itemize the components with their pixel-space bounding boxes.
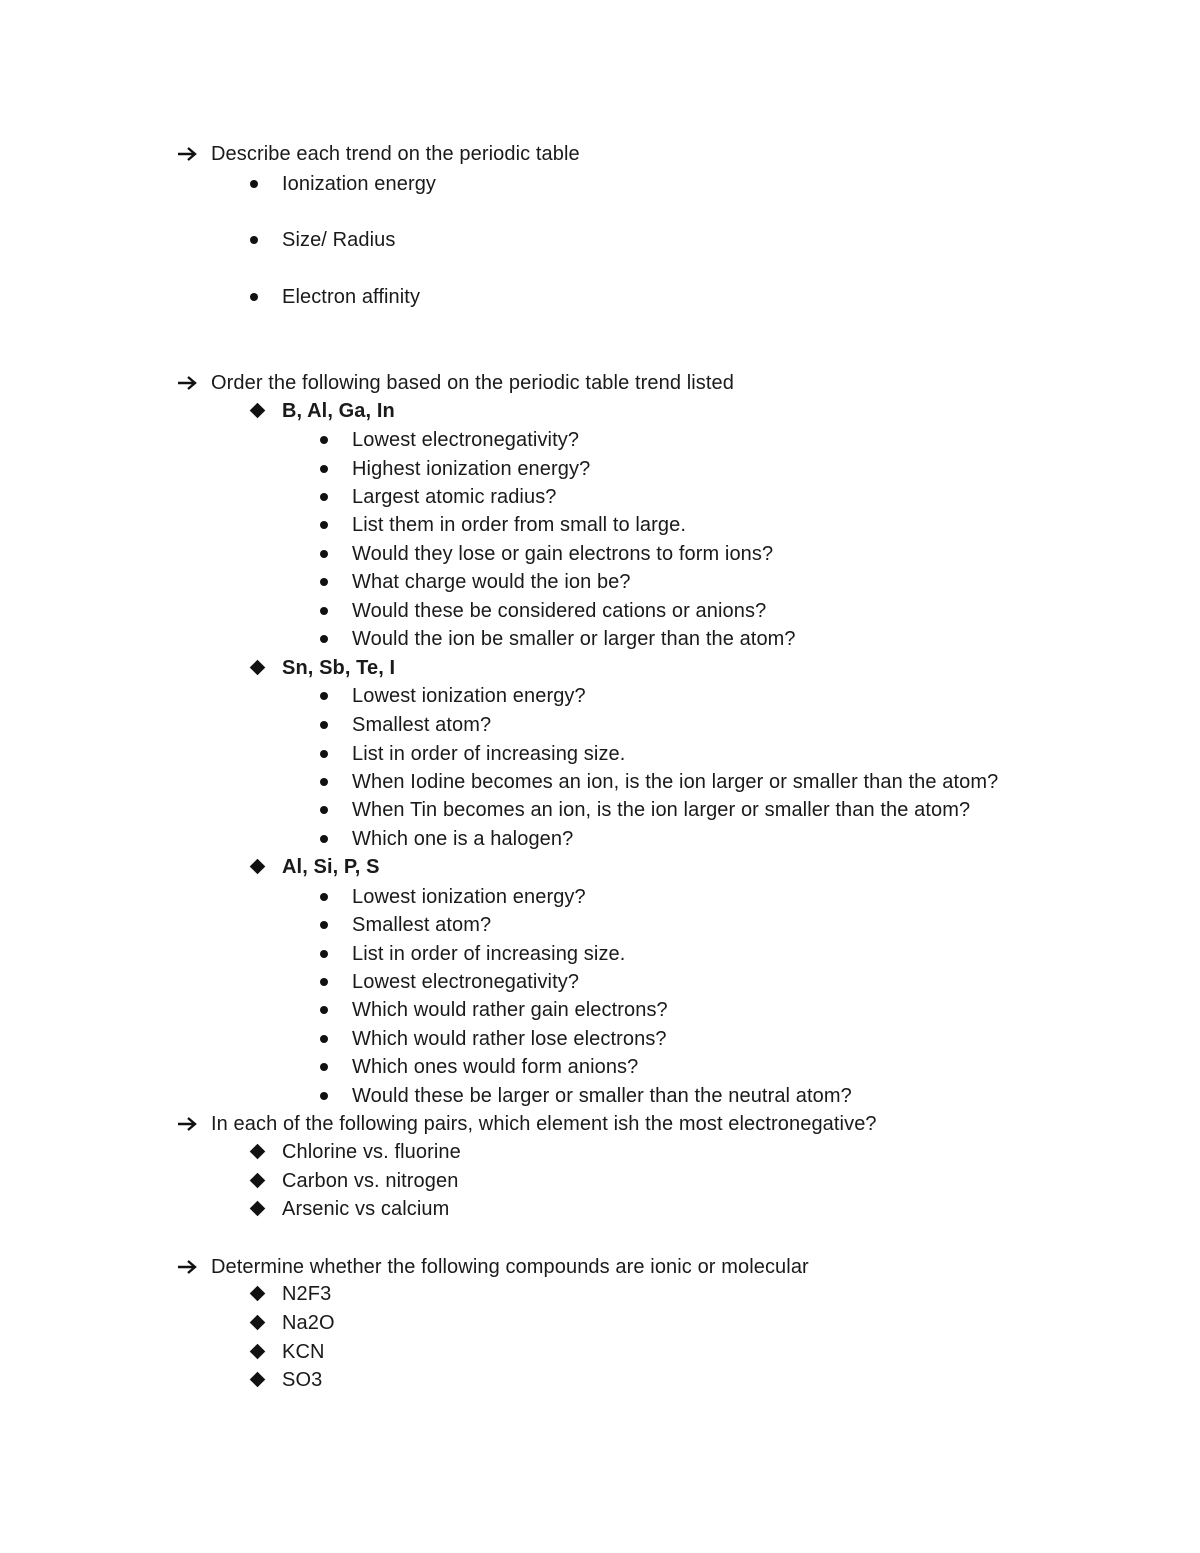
list-item: Carbon vs. nitrogen	[282, 1170, 459, 1192]
bullet-dot-icon	[320, 921, 328, 929]
arrow-bullet-icon	[177, 1117, 199, 1131]
question-item: Lowest ionization energy?	[352, 685, 586, 707]
list-item: Ionization energy	[282, 173, 437, 195]
question-item: Would the ion be smaller or larger than the atom?	[352, 628, 796, 650]
diamond-bullet-icon	[250, 660, 266, 676]
bullet-dot-icon	[320, 1063, 328, 1071]
bullet-dot-icon	[320, 778, 328, 786]
arrow-bullet-icon	[177, 147, 199, 161]
section-heading-electronegative: In each of the following pairs, which element ish the most electronegative?	[211, 1113, 877, 1135]
bullet-dot-icon	[320, 521, 328, 529]
bullet-dot-icon	[320, 550, 328, 558]
bullet-dot-icon	[320, 1092, 328, 1100]
question-item: Smallest atom?	[352, 714, 492, 736]
question-item: Smallest atom?	[352, 914, 492, 936]
section-heading-trends: Describe each trend on the periodic table	[211, 143, 580, 165]
bullet-dot-icon	[320, 978, 328, 986]
question-item: List in order of increasing size.	[352, 943, 626, 965]
bullet-dot-icon	[320, 436, 328, 444]
diamond-bullet-icon	[250, 1173, 266, 1189]
question-item: What charge would the ion be?	[352, 571, 631, 593]
arrow-bullet-icon	[177, 1260, 199, 1274]
diamond-bullet-icon	[250, 403, 266, 419]
question-item: Would these be larger or smaller than the neutral atom?	[352, 1085, 852, 1107]
diamond-bullet-icon	[250, 1144, 266, 1160]
bullet-dot-icon	[250, 180, 258, 188]
section-heading-compounds: Determine whether the following compounds are ionic or molecular	[211, 1256, 809, 1278]
list-item: Na2O	[282, 1312, 335, 1334]
question-item: Highest ionization energy?	[352, 458, 591, 480]
list-item: Electron affinity	[282, 286, 421, 308]
list-item: Size/ Radius	[282, 229, 396, 251]
list-item: Chlorine vs. fluorine	[282, 1141, 461, 1163]
bullet-dot-icon	[320, 721, 328, 729]
question-item: Lowest ionization energy?	[352, 886, 586, 908]
question-item: List in order of increasing size.	[352, 743, 626, 765]
question-item: Which would rather gain electrons?	[352, 999, 668, 1021]
group-title: Sn, Sb, Te, I	[282, 657, 396, 679]
bullet-dot-icon	[320, 635, 328, 643]
bullet-dot-icon	[320, 1035, 328, 1043]
bullet-dot-icon	[320, 465, 328, 473]
bullet-dot-icon	[320, 1006, 328, 1014]
bullet-dot-icon	[320, 607, 328, 615]
section-heading-order: Order the following based on the periodic table trend listed	[211, 372, 734, 394]
bullet-dot-icon	[320, 835, 328, 843]
diamond-bullet-icon	[250, 1344, 266, 1360]
bullet-dot-icon	[250, 236, 258, 244]
question-item: Largest atomic radius?	[352, 486, 557, 508]
question-item: Which ones would form anions?	[352, 1056, 639, 1078]
question-item: Lowest electronegativity?	[352, 429, 580, 451]
question-item: Would these be considered cations or anions?	[352, 600, 767, 622]
diamond-bullet-icon	[250, 1372, 266, 1388]
arrow-bullet-icon	[177, 376, 199, 390]
question-item: List them in order from small to large.	[352, 514, 687, 536]
list-item: Arsenic vs calcium	[282, 1198, 450, 1220]
bullet-dot-icon	[320, 893, 328, 901]
bullet-dot-icon	[320, 950, 328, 958]
diamond-bullet-icon	[250, 1315, 266, 1331]
diamond-bullet-icon	[250, 1201, 266, 1217]
list-item: KCN	[282, 1341, 325, 1363]
bullet-dot-icon	[320, 750, 328, 758]
bullet-dot-icon	[320, 578, 328, 586]
question-item: Which would rather lose electrons?	[352, 1028, 667, 1050]
group-title: Al, Si, P, S	[282, 856, 380, 878]
list-item: N2F3	[282, 1283, 332, 1305]
list-item: SO3	[282, 1369, 323, 1391]
bullet-dot-icon	[320, 692, 328, 700]
bullet-dot-icon	[320, 806, 328, 814]
bullet-dot-icon	[250, 293, 258, 301]
bullet-dot-icon	[320, 493, 328, 501]
question-item: Would they lose or gain electrons to form ions?	[352, 543, 774, 565]
question-item: When Iodine becomes an ion, is the ion larger or smaller than the atom?	[352, 771, 999, 793]
diamond-bullet-icon	[250, 859, 266, 875]
question-item: When Tin becomes an ion, is the ion larger or smaller than the atom?	[352, 799, 971, 821]
question-item: Lowest electronegativity?	[352, 971, 580, 993]
group-title: B, Al, Ga, In	[282, 400, 395, 422]
question-item: Which one is a halogen?	[352, 828, 574, 850]
diamond-bullet-icon	[250, 1286, 266, 1302]
